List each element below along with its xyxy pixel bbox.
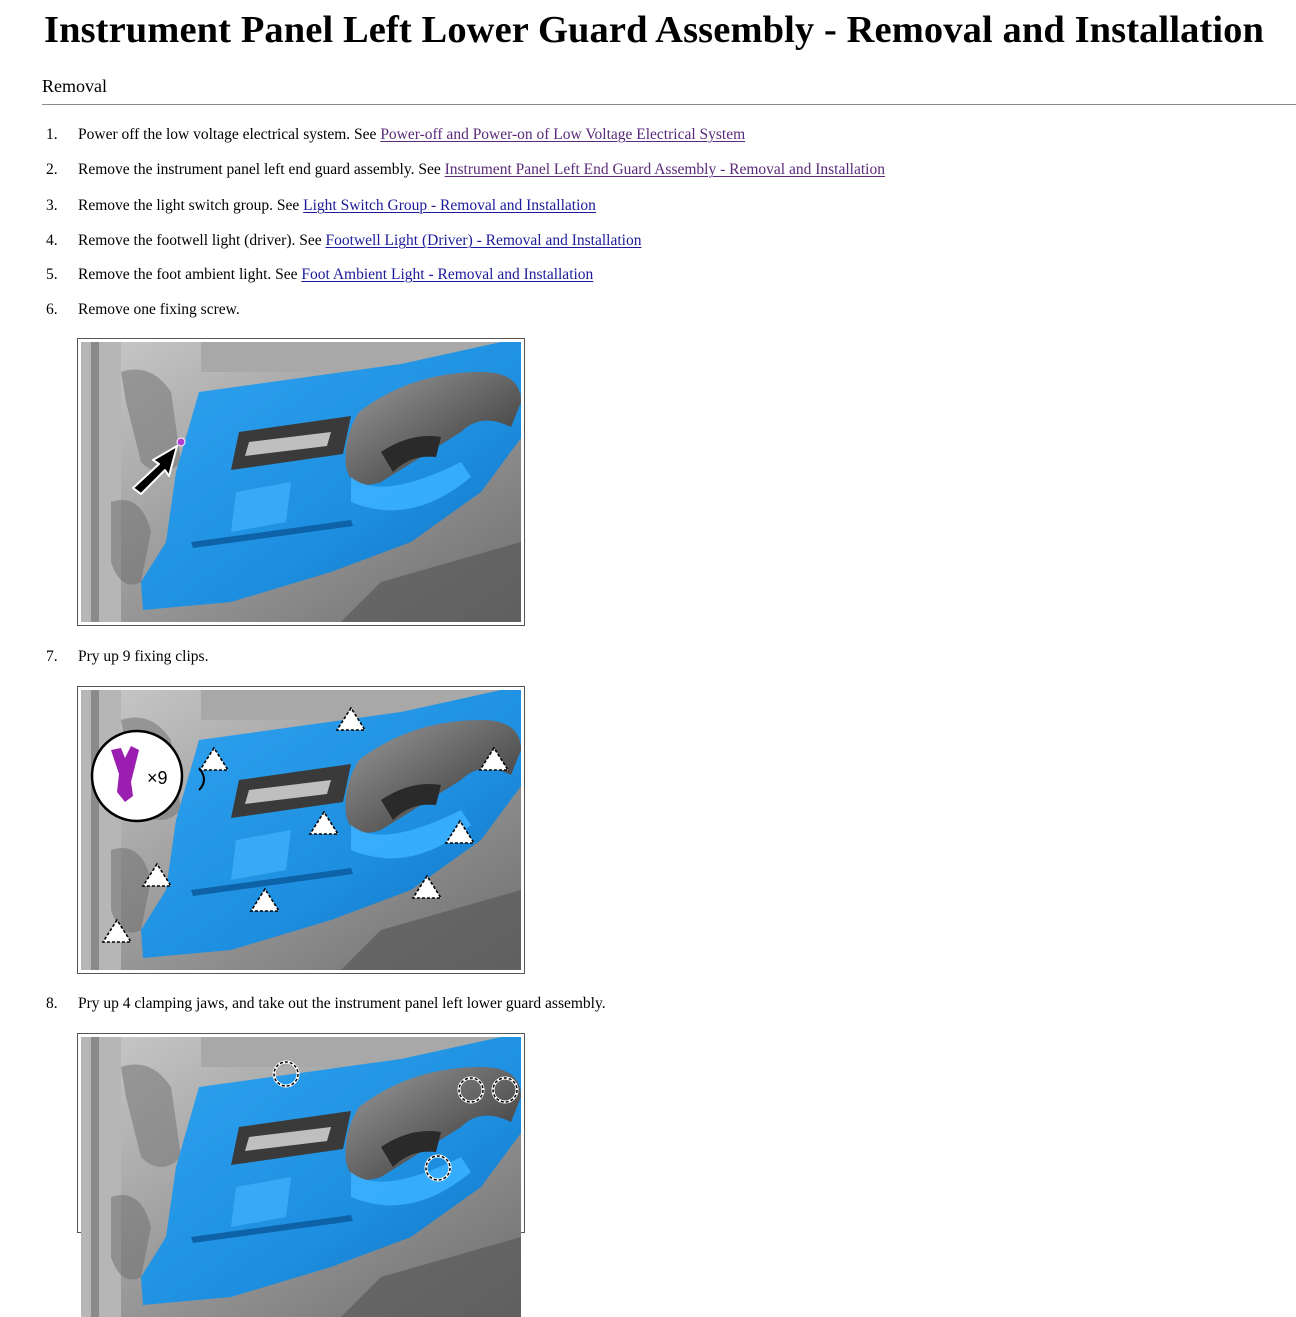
clip-count-label: ×9 — [147, 768, 168, 788]
section-divider — [42, 104, 1296, 105]
link-light-switch-group[interactable]: Light Switch Group - Removal and Installation — [303, 197, 596, 214]
step-text: Remove the light switch group. See — [78, 197, 304, 214]
section-heading-removal: Removal — [42, 76, 107, 96]
step-text: Power off the low voltage electrical system. See — [78, 126, 381, 143]
figure-clamping-jaws — [77, 1033, 525, 1233]
link-footwell-light[interactable]: Footwell Light (Driver) - Removal and Installation — [325, 232, 642, 249]
page-title: Instrument Panel Left Lower Guard Assembly - Removal and Installation — [44, 9, 1265, 51]
step-text: Remove the footwell light (driver). See — [78, 232, 326, 249]
fixing-clips-illustration — [81, 690, 521, 970]
step-number: 3. — [46, 197, 58, 214]
step-text: Pry up 4 clamping jaws, and take out the instrument panel left lower guard assembly. — [78, 995, 606, 1012]
step-number: 2. — [46, 161, 58, 178]
fixing-screw-illustration — [81, 342, 521, 622]
step-text: Pry up 9 fixing clips. — [78, 648, 209, 665]
step-text: Remove one fixing screw. — [78, 301, 240, 318]
step-number: 1. — [46, 126, 58, 143]
figure-fixing-clips — [77, 686, 525, 974]
step-number: 5. — [46, 266, 58, 283]
link-foot-ambient-light[interactable]: Foot Ambient Light - Removal and Installation — [301, 266, 594, 283]
step-number: 7. — [46, 648, 58, 665]
step-number: 8. — [46, 995, 58, 1012]
clamping-jaws-illustration — [81, 1037, 521, 1317]
link-power-off-power-on[interactable]: Power-off and Power-on of Low Voltage Electrical System — [380, 126, 746, 143]
figure-fixing-screw — [77, 338, 525, 626]
screw-marker — [177, 438, 185, 446]
step-number: 4. — [46, 232, 58, 249]
link-left-end-guard[interactable]: Instrument Panel Left End Guard Assembly - Removal and Installation — [444, 161, 885, 178]
step-number: 6. — [46, 301, 58, 318]
step-text: Remove the foot ambient light. See — [78, 266, 302, 283]
step-text: Remove the instrument panel left end guard assembly. See — [78, 161, 445, 178]
